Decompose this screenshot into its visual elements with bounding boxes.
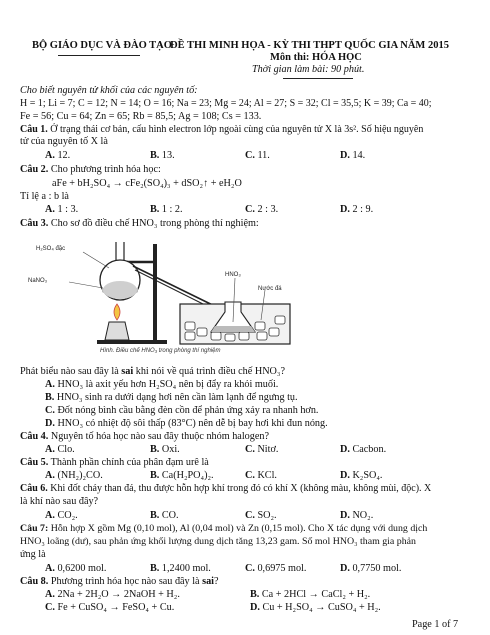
q6-option-c-text: SO₂. [257, 510, 277, 521]
q1-option-b-letter: B. [150, 150, 160, 161]
q3-option-c-text: Đốt nóng bình cầu bằng đèn cồn để phản ứng xảy ra nhanh hơn. [57, 405, 319, 416]
question-2-ratio: Tỉ lệ a : b là [20, 191, 69, 202]
q7-option-b-letter: B. [150, 563, 160, 574]
q1-option-d[interactable] [340, 150, 365, 161]
q4-option-b[interactable] [150, 444, 180, 455]
q3-option-c[interactable] [45, 405, 318, 416]
question-2-text: Cho phương trình hóa học: [48, 164, 161, 175]
question-6-stem [20, 483, 431, 495]
q5-option-d-letter: D. [340, 470, 350, 481]
q2-option-a-letter: A. [45, 204, 55, 215]
q5-option-d-text: K₂SO₄. [352, 470, 383, 481]
question-5-text: Thành phần chính của phân đạm urê là [48, 457, 209, 468]
page-number: Page 1 of 7 [412, 619, 459, 630]
q4-option-b-letter: B. [150, 444, 160, 455]
atomic-mass-line-2: Fe = 56; Cu = 64; Zn = 65; Rb = 85,5; Ag = 108; Cs = 133. [20, 111, 262, 122]
q8-option-b-text: Ca + 2HCl → CaCl₂ + H₂. [261, 589, 371, 600]
collected-hno3 [211, 326, 255, 332]
q3-option-c-letter: C. [45, 405, 55, 416]
q3-option-a-letter: A. [45, 379, 55, 390]
q5-option-c[interactable] [245, 470, 277, 481]
ministry-underline [58, 55, 140, 56]
stand-pole [153, 244, 157, 342]
q3-option-d-letter: D. [45, 418, 55, 429]
q8-option-c[interactable] [45, 602, 174, 613]
q1-option-d-letter: D. [340, 150, 350, 161]
q5-option-a-letter: A. [45, 470, 55, 481]
q4-option-c[interactable] [245, 444, 278, 455]
q1-option-a[interactable] [45, 150, 70, 161]
q5-option-a-text: (NH₂)₂CO. [57, 470, 103, 481]
question-4-stem [20, 431, 269, 443]
q6-option-b-letter: B. [150, 510, 160, 521]
q5-option-d[interactable] [340, 470, 382, 481]
q6-option-c[interactable] [245, 510, 277, 521]
q8-option-c-text: Fe + CuSO₄ → FeSO₄ + Cu. [57, 602, 175, 613]
atomic-mass-heading: Cho biết nguyên tử khối của các nguyên tố: [20, 85, 198, 96]
atomic-mass-line-1: H = 1; Li = 7; C = 12; N = 14; O = 16; Na = 23; Mg = 24; Al = 27; S = 32; Cl = 35,5; K = 39; Ca = 40; [20, 98, 432, 109]
question-7-stem-3: ứng là [20, 549, 46, 560]
q3-option-b[interactable] [45, 392, 298, 403]
exam-title: ĐỀ THI MINH HỌA - KỲ THI THPT QUỐC GIA NĂM 2015 [170, 40, 449, 51]
question-7-stem [20, 523, 427, 535]
question-8-label: Câu 8. [20, 576, 49, 587]
question-6-stem-2: là khí nào sau đây? [20, 496, 99, 507]
q1-option-a-letter: A. [45, 150, 55, 161]
question-8-text-pre: Phương trình hóa học nào sau đây là [48, 576, 203, 587]
question-3-prompt-bold: sai [121, 366, 134, 377]
q7-option-c-text: 0,6975 mol. [257, 563, 307, 574]
q3-option-a-text: HNO₃ là axit yếu hơn H₂SO₄ nên bị đẩy ra khỏi muối. [57, 379, 279, 390]
q4-option-a-text: Clo. [57, 444, 75, 455]
q6-option-b-text: CO. [161, 510, 179, 521]
label-ice-water: Nước đá [258, 286, 282, 292]
question-2-equation: aFe + bH₂SO₄ → cFe₂(SO₄)₃ + dSO₂↑ + eH₂O [52, 178, 242, 189]
q2-option-d[interactable] [340, 204, 373, 215]
q7-option-c[interactable] [245, 563, 306, 574]
q2-option-c[interactable] [245, 204, 278, 215]
question-3-stem [20, 218, 259, 230]
question-8-stem [20, 576, 219, 588]
q7-option-d[interactable] [340, 563, 401, 574]
exam-subject: Môn thi: HÓA HỌC [270, 52, 362, 63]
question-2-label: Câu 2. [20, 164, 49, 175]
question-3-prompt [20, 366, 285, 378]
q7-option-b-text: 1,2400 mol. [161, 563, 211, 574]
q7-option-b[interactable] [150, 563, 211, 574]
q6-option-a-letter: A. [45, 510, 55, 521]
q4-option-d-text: Cacbon. [352, 444, 387, 455]
q4-option-d[interactable] [340, 444, 386, 455]
question-6-label: Câu 6. [20, 483, 48, 494]
q3-option-b-letter: B. [45, 392, 55, 403]
question-8-text-post: ? [214, 576, 219, 587]
q3-option-d[interactable] [45, 418, 328, 429]
q8-option-b-letter: B. [250, 589, 260, 600]
q1-option-c-text: 11. [257, 150, 270, 161]
question-2-stem [20, 164, 161, 176]
q1-option-c[interactable] [245, 150, 270, 161]
q7-option-a[interactable] [45, 563, 106, 574]
q6-option-b[interactable] [150, 510, 179, 521]
q5-option-b[interactable] [150, 470, 214, 481]
figure-caption: Hình. Điều chế HNO₃ trong phòng thí nghiệm [100, 348, 221, 354]
q1-option-c-letter: C. [245, 150, 255, 161]
question-1-label: Câu 1. [20, 124, 48, 135]
q5-option-a[interactable] [45, 470, 103, 481]
q8-option-c-letter: C. [45, 602, 55, 613]
q4-option-a-letter: A. [45, 444, 55, 455]
leader-h2so4 [83, 252, 109, 268]
question-3-label: Câu 3. [20, 218, 49, 229]
q1-option-d-text: 14. [352, 150, 366, 161]
question-3-prompt-post: khi nói về quá trình điều chế HNO₃? [133, 366, 285, 377]
question-8-text-bold: sai [202, 576, 214, 587]
q1-option-b-text: 13. [161, 150, 175, 161]
flask-liquid-fill [103, 281, 137, 299]
q4-option-c-letter: C. [245, 444, 255, 455]
q8-option-d[interactable] [250, 602, 381, 613]
exam-time: Thời gian làm bài: 90 phút. [252, 64, 365, 75]
q2-option-c-letter: C. [245, 204, 255, 215]
q2-option-b-letter: B. [150, 204, 160, 215]
q7-option-a-letter: A. [45, 563, 55, 574]
q8-option-d-text: Cu + H₂SO₄ → CuSO₄ + H₂. [262, 602, 381, 613]
question-3-text: Cho sơ đồ điều chế HNO₃ trong phòng thí nghiệm: [48, 218, 259, 229]
q7-option-c-letter: C. [245, 563, 255, 574]
label-hno3: HNO₃ [225, 272, 241, 278]
q5-option-c-text: KCl. [257, 470, 277, 481]
q3-option-d-text: HNO₃ có nhiệt độ sôi thấp (83°C) nên dễ bị bay hơi khi đun nóng. [57, 418, 328, 429]
question-1-stem-2: tử của nguyên tố X là [20, 136, 108, 147]
q7-option-a-text: 0,6200 mol. [57, 563, 107, 574]
q8-option-b[interactable] [250, 589, 370, 600]
burner-flame [114, 304, 120, 320]
q2-option-b-text: 1 : 2. [161, 204, 183, 215]
q2-option-b[interactable] [150, 204, 183, 215]
q5-option-b-letter: B. [150, 470, 160, 481]
q6-option-d[interactable] [340, 510, 373, 521]
question-7-label: Câu 7: [20, 523, 49, 534]
q3-option-a[interactable] [45, 379, 278, 390]
q6-option-c-letter: C. [245, 510, 255, 521]
label-h2so4: H₂SO₄ đặc [36, 246, 66, 252]
q6-option-a[interactable] [45, 510, 78, 521]
question-5-stem [20, 457, 209, 469]
q2-option-d-letter: D. [340, 204, 350, 215]
hno3-apparatus-figure [25, 232, 310, 357]
q4-option-b-text: Oxi. [161, 444, 180, 455]
q6-option-d-text: NO₂. [352, 510, 374, 521]
q5-option-b-text: Ca(H₂PO₄)₂. [161, 470, 214, 481]
leader-nano3 [69, 282, 103, 288]
question-4-text: Nguyên tố hóa học nào sau đây thuộc nhóm halogen? [48, 431, 269, 442]
question-6-text: Khi đốt cháy than đá, thu được hỗn hợp khí trong đó có khí X (không màu, không mùi, độc). X [47, 483, 432, 494]
q2-option-a-text: 1 : 3. [57, 204, 79, 215]
q1-option-b[interactable] [150, 150, 175, 161]
q3-option-b-text: HNO₃ sinh ra dưới dạng hơi nên cần làm lạnh để ngưng tụ. [56, 392, 298, 403]
q1-option-a-text: 12. [57, 150, 71, 161]
q7-option-d-text: 0,7750 mol. [352, 563, 402, 574]
question-4-label: Câu 4. [20, 431, 49, 442]
question-1-text: Ở trạng thái cơ bản, cấu hình electron lớp ngoài cùng của nguyên tử X là 3s². Số hiệu nguyên [47, 124, 424, 135]
q4-option-c-text: Nitơ. [257, 444, 279, 455]
q8-option-a[interactable] [45, 589, 180, 600]
ministry-name: BỘ GIÁO DỤC VÀ ĐÀO TẠO [32, 40, 172, 51]
q4-option-a[interactable] [45, 444, 75, 455]
alcohol-lamp [105, 322, 129, 340]
question-3-prompt-pre: Phát biểu nào sau đây là [20, 366, 122, 377]
question-1-stem [20, 124, 423, 136]
q4-option-d-letter: D. [340, 444, 350, 455]
q7-option-d-letter: D. [340, 563, 350, 574]
q8-option-a-text: 2Na + 2H₂O → 2NaOH + H₂. [57, 589, 180, 600]
q2-option-c-text: 2 : 3. [257, 204, 279, 215]
question-5-label: Câu 5. [20, 457, 49, 468]
q8-option-a-letter: A. [45, 589, 55, 600]
q6-option-d-letter: D. [340, 510, 350, 521]
q8-option-d-letter: D. [250, 602, 260, 613]
q6-option-a-text: CO₂. [57, 510, 78, 521]
q5-option-c-letter: C. [245, 470, 255, 481]
label-nano3: NaNO₃ [28, 278, 48, 284]
question-7-stem-2: HNO₃ loãng (dư), sau phản ứng khối lượng dung dịch tăng 13,23 gam. Số mol HNO₃ tham gia phản [20, 536, 416, 547]
question-7-text: Hỗn hợp X gồm Mg (0,10 mol), Al (0,04 mol) và Zn (0,15 mol). Cho X tác dụng với dung dịch [48, 523, 428, 534]
time-underline [283, 78, 353, 79]
q2-option-a[interactable] [45, 204, 78, 215]
q2-option-d-text: 2 : 9. [352, 204, 374, 215]
